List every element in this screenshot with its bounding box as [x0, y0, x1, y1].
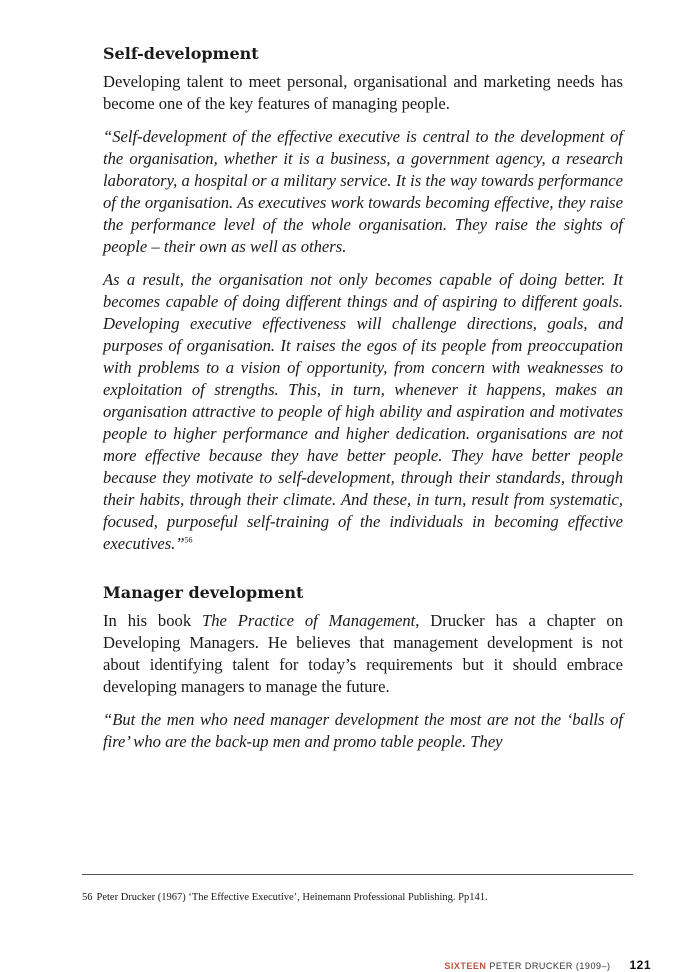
- page-number: 121: [629, 958, 651, 972]
- paragraph-manager-intro: [103, 610, 623, 698]
- footnote-text: Peter Drucker (1967) ‘The Effective Executive’, Heinemann Professional Publishing. Pp141.: [96, 892, 488, 903]
- quote-paragraph-3: “But the men who need manager development the most are not the ‘balls of fire’ who are the back-up men and promo table people. They: [103, 710, 623, 751]
- section-heading-manager-development: Manager development: [103, 583, 304, 602]
- footnote-divider: [82, 874, 633, 875]
- footer-chapter: SIXTEEN: [444, 961, 487, 971]
- book-title: The Practice of Management: [201, 611, 416, 630]
- paragraph-intro: Developing talent to meet personal, organisational and marketing needs has become one of the key features of managing people.: [103, 72, 623, 113]
- footnote-number: 56: [82, 892, 93, 903]
- page-body: [103, 44, 623, 764]
- footer-title: PETER DRUCKER (1909–): [489, 961, 611, 971]
- section-heading-self-development: Self-development: [103, 44, 259, 63]
- quote-paragraph-2: [103, 269, 623, 555]
- quote-paragraph-1: “Self-development of the effective executive is central to the development of the organisation, whether it is a business, a government agency, a research laboratory, a hospital or a military service. It is the way towards performance of the organisation. As executives work towards becoming effective, they raise the performance level of the whole organisation. They raise the sights of people – their own as well as others.: [103, 127, 623, 256]
- intro-before-text: In his book: [103, 611, 202, 630]
- running-footer: [444, 958, 651, 972]
- footnote-ref-56[interactable]: 56: [184, 535, 193, 545]
- quote-paragraph-2-text: As a result, the organisation not only becomes capable of doing better. It becomes capable of doing different things and of aspiring to different goals. Developing executive effectiveness will challenge directions, goals, and purposes of organisation. It raises the egos of its people from preoccupation with problems to a vision of opportunity, from concern with weaknesses to exploitation of strengths. This, in turn, whenever it happens, makes an organisation attractive to people of high ability and aspiration and motivates people to higher performance and higher dedication. organisations are not more effective because they have better people. They have better people because they motivate to self-development, through their standards, through their habits, through their climate. And these, in turn, result from systematic, focused, purposeful self-training of the individuals in becoming effective executives.”: [103, 270, 623, 553]
- footnote: [82, 891, 642, 904]
- intro-after-text: , Drucker has a chapter on Developing Managers. He believes that management development is not about identifying talent for today’s requirements but it should embrace developing managers to manage the future.: [103, 611, 623, 696]
